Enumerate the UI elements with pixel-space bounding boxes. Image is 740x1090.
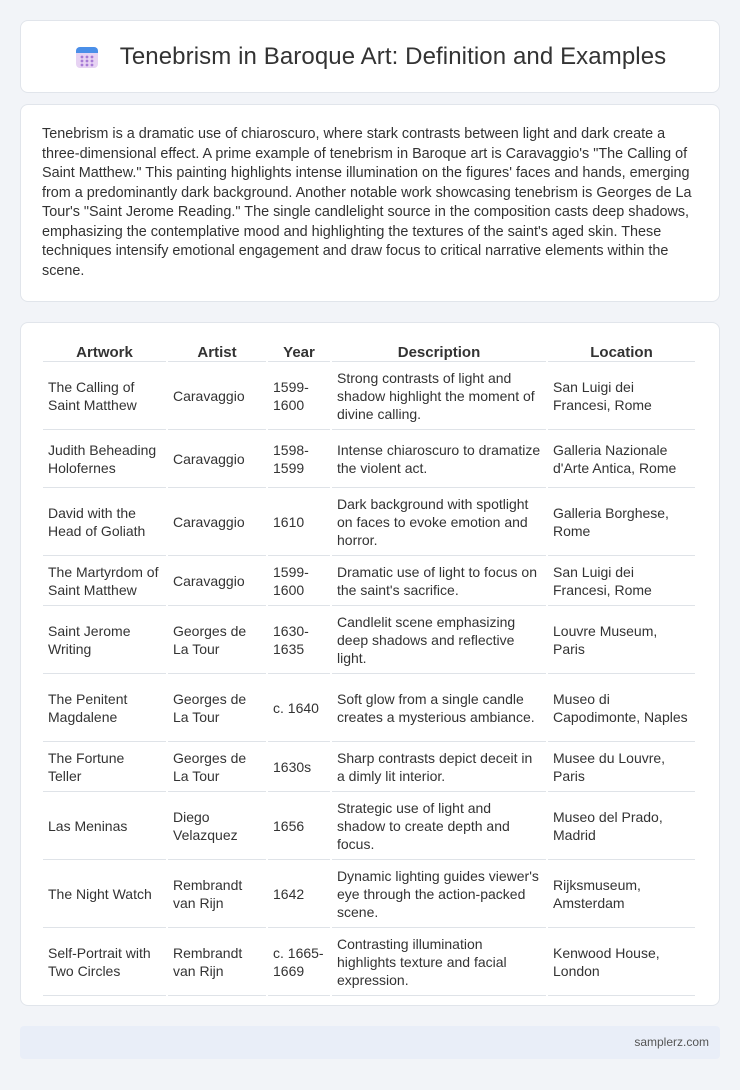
footer-bar [20, 1026, 720, 1059]
intro-paragraph: Tenebrism is a dramatic use of chiaroscuro, where stark contrasts between light and dark create a three-dimensional effect. A prime example of tenebrism in Baroque art is Caravaggio's "The Calling of Saint Matthew." This painting highlights intense illumination on the figures' faces and hands, emerging from a predominantly dark background. Another notable work showcasing tenebrism is Georges de La Tour's "Saint Jerome Reading." The single candlelight source in the composition casts deep shadows, emphasizing the contemplative mood and highlighting the textures of the saint's aged skin. These techniques intensify emotional engagement and draw focus to critical narrative elements within the scene. [42, 126, 692, 279]
description-cell: Candlelit scene emphasizing deep shadows and reflective light. [332, 608, 546, 674]
table-row [43, 432, 695, 488]
location-cell: Rijksmuseum, Amsterdam [548, 862, 695, 928]
description-cell: Strategic use of light and shadow to create depth and focus. [332, 794, 546, 860]
artist-cell: Rembrandt van Rijn [168, 930, 266, 996]
artwork-cell: David with the Head of Goliath [43, 490, 166, 556]
artist-cell: Caravaggio [168, 432, 266, 488]
table-row [43, 744, 695, 792]
description-cell: Intense chiaroscuro to dramatize the violent act. [332, 432, 546, 488]
column-header-artist: Artist [168, 340, 266, 362]
artist-cell: Georges de La Tour [168, 676, 266, 742]
description-cell: Soft glow from a single candle creates a mysterious ambiance. [332, 676, 546, 742]
calendar-icon [74, 44, 100, 70]
year-cell: 1610 [268, 490, 330, 556]
artist-cell: Georges de La Tour [168, 608, 266, 674]
artwork-cell: The Fortune Teller [43, 744, 166, 792]
artwork-cell: The Penitent Magdalene [43, 676, 166, 742]
table-header-row [43, 340, 695, 362]
location-cell: San Luigi dei Francesi, Rome [548, 558, 695, 606]
artwork-cell: The Night Watch [43, 862, 166, 928]
location-cell: Museo del Prado, Madrid [548, 794, 695, 860]
year-cell: 1630s [268, 744, 330, 792]
title-card [20, 20, 720, 93]
description-cell: Contrasting illumination highlights texture and facial expression. [332, 930, 546, 996]
table-row [43, 558, 695, 606]
artwork-cell: The Calling of Saint Matthew [43, 364, 166, 430]
artist-cell: Georges de La Tour [168, 744, 266, 792]
table-row [43, 794, 695, 860]
description-cell: Dark background with spotlight on faces to evoke emotion and horror. [332, 490, 546, 556]
location-cell: Galleria Nazionale d'Arte Antica, Rome [548, 432, 695, 488]
year-cell: c. 1640 [268, 676, 330, 742]
column-header-artwork: Artwork [43, 340, 166, 362]
page-title: Tenebrism in Baroque Art: Definition and Examples [119, 42, 667, 70]
footer-site-link[interactable]: samplerz.com [634, 1035, 709, 1049]
year-cell: c. 1665-1669 [268, 930, 330, 996]
artist-cell: Caravaggio [168, 364, 266, 430]
artwork-cell: Self-Portrait with Two Circles [43, 930, 166, 996]
year-cell: 1656 [268, 794, 330, 860]
location-cell: Kenwood House, London [548, 930, 695, 996]
column-header-description: Description [332, 340, 546, 362]
table-row [43, 862, 695, 928]
description-cell: Sharp contrasts depict deceit in a dimly lit interior. [332, 744, 546, 792]
description-cell: Dynamic lighting guides viewer's eye through the action-packed scene. [332, 862, 546, 928]
artist-cell: Caravaggio [168, 490, 266, 556]
year-cell: 1599-1600 [268, 364, 330, 430]
location-cell: Musee du Louvre, Paris [548, 744, 695, 792]
location-cell: Louvre Museum, Paris [548, 608, 695, 674]
intro-card [20, 104, 720, 302]
year-cell: 1630-1635 [268, 608, 330, 674]
artist-cell: Diego Velazquez [168, 794, 266, 860]
description-cell: Strong contrasts of light and shadow highlight the moment of divine calling. [332, 364, 546, 430]
column-header-year: Year [268, 340, 330, 362]
year-cell: 1598-1599 [268, 432, 330, 488]
location-cell: Galleria Borghese, Rome [548, 490, 695, 556]
table-row [43, 676, 695, 742]
table-row [43, 364, 695, 430]
location-cell: Museo di Capodimonte, Naples [548, 676, 695, 742]
table-row [43, 608, 695, 674]
year-cell: 1642 [268, 862, 330, 928]
table-card [20, 322, 720, 1006]
artist-cell: Rembrandt van Rijn [168, 862, 266, 928]
location-cell: San Luigi dei Francesi, Rome [548, 364, 695, 430]
column-header-location: Location [548, 340, 695, 362]
artwork-cell: The Martyrdom of Saint Matthew [43, 558, 166, 606]
artist-cell: Caravaggio [168, 558, 266, 606]
table-row [43, 490, 695, 556]
artwork-cell: Saint Jerome Writing [43, 608, 166, 674]
artworks-table [41, 338, 697, 998]
artwork-cell: Judith Beheading Holofernes [43, 432, 166, 488]
year-cell: 1599-1600 [268, 558, 330, 606]
description-cell: Dramatic use of light to focus on the saint's sacrifice. [332, 558, 546, 606]
artwork-cell: Las Meninas [43, 794, 166, 860]
table-row [43, 930, 695, 996]
